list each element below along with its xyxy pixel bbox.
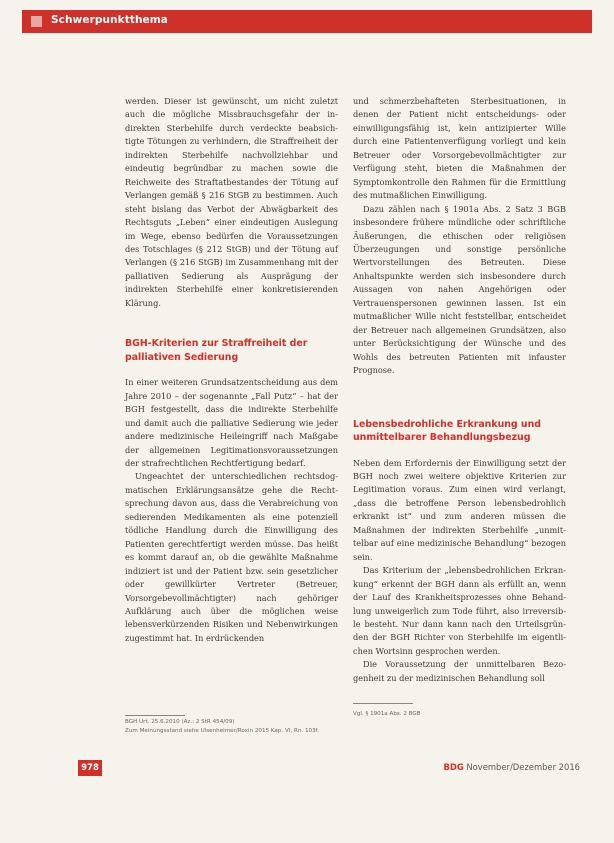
section-header-bar bbox=[22, 10, 592, 33]
right-section-heading: Lebensbedrohliche Erkrankung und unmittelbarer Behandlungsbezug bbox=[353, 418, 541, 444]
left-column bbox=[125, 95, 338, 645]
left-paragraph-2: Ungeachtet der unterschiedlichen rechtsdogmatischen Erklärungsansätze gehe die Rechtsprechung davon aus, dass die Verabreichung von sedierenden Medikamenten als eine potenziell tödliche Handlung durch die Einwilligung des Patienten gerechtfertigt werden müsse. Das heißt es kommt darauf an, ob die gewählte Maßnahme indiziert ist und der Patient bzw. sein gesetzlicher oder gewillkürter Vertreter (Betreuer, Vorsorgebevollmächtigter) nach gehöriger Aufklärung auch über die möglichen weise lebensverkürzenden Risiken und Nebenwirkungen zugestimmt hat. In erdrückenden bbox=[125, 471, 338, 643]
page-number: 978 bbox=[78, 760, 102, 776]
right-paragraph-2: Dazu zählen nach § 1901a Abs. 2 Satz 3 BGB insbesondere frühere mündliche oder schriftliche Äußerungen, die ethischen oder religiösen Überzeugungen und sonstige persönliche Wertvorstellungen des Betreuten. Diese Anhaltspunkte werden sich insbesondere durch Aussagen von nahen Angehörigen oder Vertrauenspersonen gewinnen lassen. Ist ein mutmaßlicher Wille nicht feststellbar, entscheidet der Betreuer nach allgemeinen Grundsätzen, also unter Berücksichtigung der Wünsche und des Wohls des betreuten Patienten mit infauster Prognose. bbox=[353, 203, 566, 376]
left-paragraph-1: In einer weiteren Grundsatzentscheidung aus dem Jahre 2010 – der sogenannte „Fall Putz“ – hat der BGH festgestellt, dass die indirekte Sterbehilfe und damit auch die palliative Sedierung wie jeder andere medizinische Heileingriff nach Maßgabe der allgemeinen Legitimationsvoraussetzungen der strafrechtlichen Rechtfertigung bedarf. bbox=[125, 377, 338, 468]
left-footnote-rule bbox=[125, 715, 185, 716]
right-paragraph-1: und schmerzbehafteten Sterbesituationen, in denen der Patient nicht entscheidungs- oder einwilligungsfähig ist, kein antizipierter Wille durch eine Patientenverfügung vorliegt und kein Betreuer oder Vorsorgebevollmächtigter zur Verfügung steht, bieten die Maßnahmen der Symptomkontrolle den Rahmen für die Ermittlung des mutmaßlichen Einwilligung. bbox=[353, 96, 566, 201]
right-paragraph-3: Neben dem Erfordernis der Einwilligung setzt der BGH noch zwei weitere objektive Kriterien zur Legitimation voraus. Zum einen wird verlangt, „dass die betroffene Person lebensbedrohlich erkrankt ist“ und zum anderen müssen die Maßnahmen der indirekten Sterbehilfe „unmittelbar auf eine medizinische Behandlung“ bezogen sein. bbox=[353, 457, 566, 562]
journal-footer bbox=[430, 762, 580, 772]
section-marker-icon bbox=[31, 16, 42, 27]
left-footnote-2: Zum Meinungsstand siehe Ulsenheimer/Roxin 2015 Kap. VI, Rn. 103f. bbox=[125, 728, 320, 734]
left-section-heading: BGH-Kriterien zur Straffreiheit der palliativen Sedierung bbox=[125, 338, 308, 363]
right-footnote-rule bbox=[353, 703, 413, 704]
section-label: Schwerpunktthema bbox=[51, 14, 168, 26]
right-column bbox=[353, 95, 566, 685]
right-paragraph-4: Das Kriterium der „lebensbedrohlichen Erkrankung“ erkennt der BGH dann als erfüllt an, wenn der Lauf des Krankheitsprozesses ohne Behandlung unweigerlich zum Tode führt, also irreversible besteht. Nur dann kann nach den Urteilsgründen der BGH Richter von Sterbehilfe im eigentlichen Wortsinn gesprochen werden. bbox=[353, 565, 566, 656]
journal-abbreviation: BDG bbox=[443, 762, 464, 772]
right-footnote-1: Vgl. § 1901a Abs. 2 BGB bbox=[353, 711, 421, 717]
left-intro-paragraph: werden. Dieser ist gewünscht, um nicht zuletzt auch die mögliche Missbrauchsgefahr der indirekten Sterbehilfe durch verdeckte beabsichtigte Tötungen zu verhindern, die Straffreiheit der indirekten Sterbehilfe nachvollziehbar und eindeutig begründbar zu machen sowie die Reichweite des Straftatbestandes der Tötung auf Verlangen gemäß § 216 StGB zu bestimmen. Auch steht bislang das Verbot der Abwägbarkeit des Rechtsguts „Leben“ einer eindeutigen Auslegung im Wege, ebenso bedürfen die Voraussetzungen des Totschlages (§ 212 StGB) und der Tötung auf Verlangen (§ 216 StGB) im Zusammenhang mit der palliativen Sedierung als Ausprägung der indirekten Sterbehilfe einer konkretisierenden Klärung. bbox=[125, 96, 338, 308]
left-footnote-1: BGH Urt. 25.6.2010 (Az.: 2 StR 454/09) bbox=[125, 719, 235, 725]
right-paragraph-5: Die Voraussetzung der unmittelbaren Bezogenheit zu der medizinischen Behandlung soll bbox=[353, 659, 566, 683]
journal-issue: November/Dezember 2016 bbox=[466, 762, 580, 772]
